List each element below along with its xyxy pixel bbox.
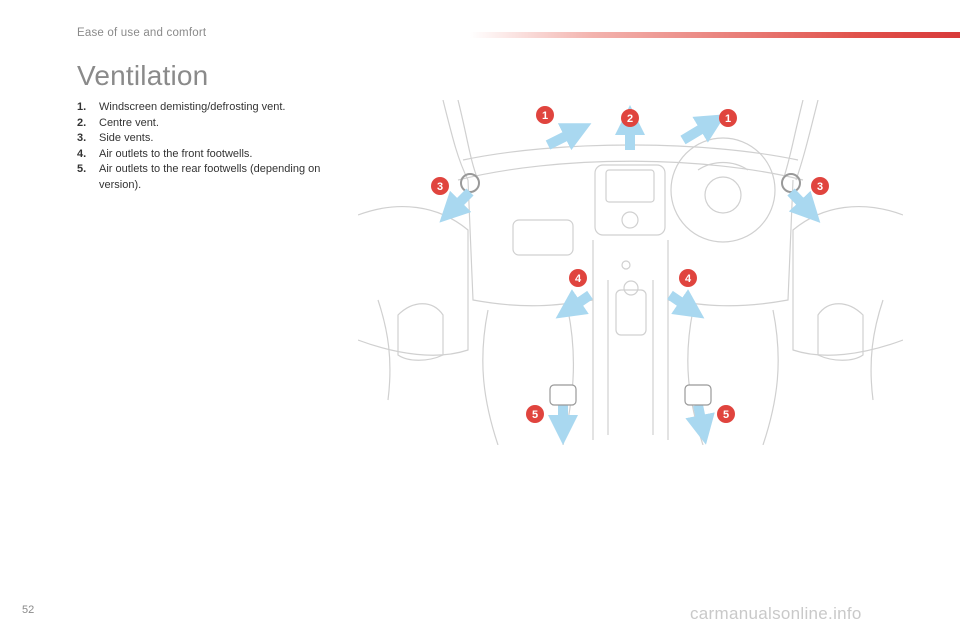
callout-4b: 4 (684, 273, 692, 285)
airflow-arrow-side-left (450, 192, 470, 212)
page-number: 52 (22, 604, 35, 616)
legend-item (77, 116, 339, 132)
legend-item (77, 162, 339, 193)
rear-duct-left (550, 385, 576, 405)
legend-text: Side vents. (99, 132, 154, 144)
airflow-arrow-front-footwell-left (568, 295, 590, 310)
airflow-arrows (450, 120, 810, 430)
page-heading: Ventilation (77, 60, 209, 91)
legend-item (77, 147, 339, 163)
callout-1b: 1 (724, 113, 732, 125)
callout-3a: 3 (436, 181, 444, 193)
legend-item (77, 131, 339, 147)
car-interior-ventilation-diagram (358, 100, 903, 445)
legend-number: 2. (77, 116, 87, 129)
legend-text: Windscreen demisting/defrosting vent. (99, 101, 286, 113)
rear-duct-right (685, 385, 711, 405)
callout-5b: 5 (722, 409, 730, 421)
legend-text: Air outlets to the rear footwells (depending on version). (99, 163, 321, 191)
callout-4a: 4 (574, 273, 582, 285)
legend-number: 3. (77, 132, 87, 144)
callout-1a: 1 (541, 110, 549, 122)
legend-number: 1. (77, 101, 87, 113)
legend-list (77, 100, 339, 193)
legend-number: 4. (77, 147, 87, 160)
callout-2: 2 (626, 113, 634, 125)
airflow-arrow-side-right (791, 192, 810, 212)
section-title: Ease of use and comfort (77, 27, 207, 39)
interior-line-art (358, 100, 903, 445)
watermark: carmanualsonline.info (690, 604, 862, 623)
legend-text: Air outlets to the front footwells. (99, 147, 253, 160)
airflow-arrow-front-footwell-right (670, 295, 692, 310)
header-accent-bar (470, 32, 960, 38)
airflow-arrow-windscreen-left (548, 130, 578, 145)
airflow-arrow-windscreen-right (683, 122, 713, 140)
legend-number: 5. (77, 163, 87, 175)
airflow-arrow-rear-footwell-right (698, 405, 703, 430)
legend-item (77, 100, 339, 116)
legend-text: Centre vent. (99, 116, 159, 129)
callout-5a: 5 (531, 409, 539, 421)
callout-3b: 3 (816, 181, 824, 193)
